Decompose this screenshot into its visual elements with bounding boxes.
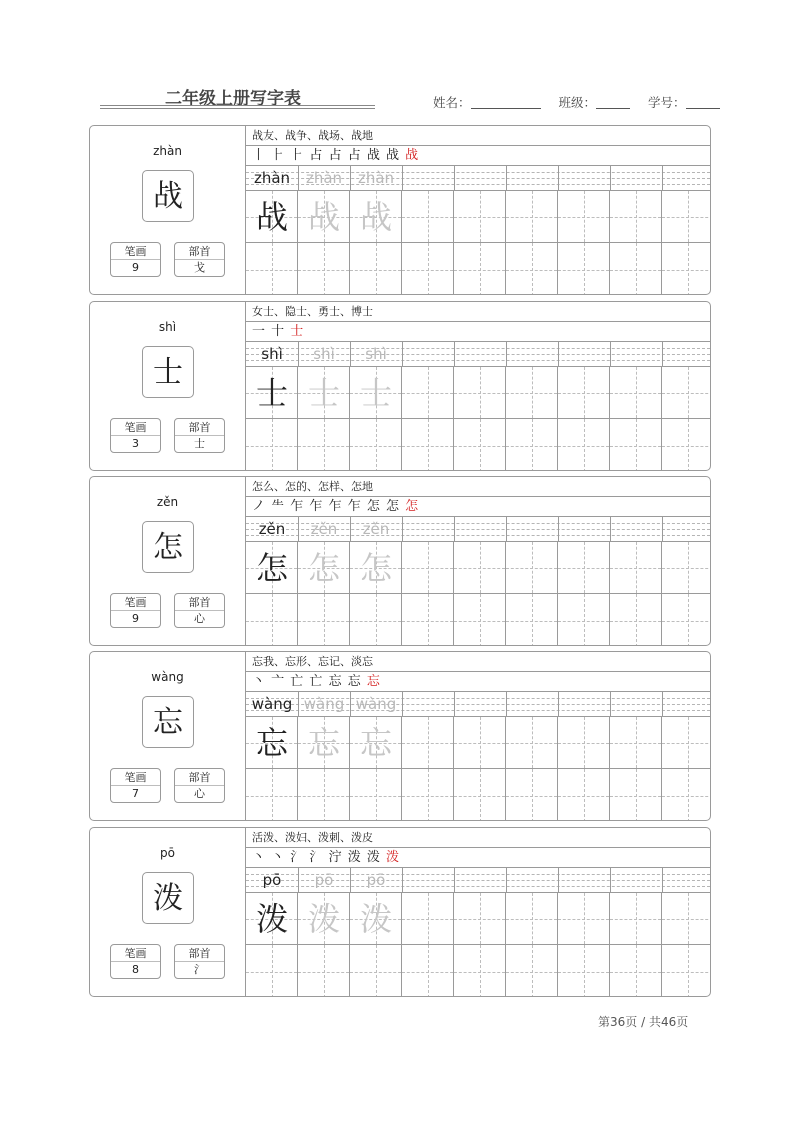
practice-cell[interactable] bbox=[610, 542, 662, 593]
tianzige-row bbox=[246, 367, 710, 419]
practice-cell-empty[interactable] bbox=[298, 594, 350, 646]
example-words: 活泼、泼妇、泼刺、泼皮 bbox=[246, 828, 710, 848]
practice-cell[interactable] bbox=[454, 717, 506, 768]
practice-cell[interactable] bbox=[662, 717, 711, 768]
practice-cell[interactable] bbox=[610, 367, 662, 418]
practice-cell[interactable] bbox=[558, 542, 610, 593]
stroke-order: 丶 丶 氵 氵 泞 泼 泼 泼 bbox=[246, 848, 710, 868]
example-words: 怎么、怎的、怎样、怎地 bbox=[246, 477, 710, 497]
radical-value: 心 bbox=[194, 612, 205, 625]
practice-cell[interactable] bbox=[558, 893, 610, 944]
practice-cell[interactable] bbox=[454, 893, 506, 944]
char-trace: 怎 bbox=[359, 549, 392, 587]
practice-cell-empty[interactable] bbox=[610, 243, 662, 295]
char-pinyin: pō bbox=[160, 846, 175, 860]
character-info-panel bbox=[90, 477, 246, 645]
tianzige-row-empty bbox=[246, 419, 710, 471]
character-block bbox=[89, 476, 711, 646]
pinyin-row bbox=[246, 868, 710, 893]
pinyin-model: zěn bbox=[258, 520, 286, 538]
char-pinyin: wàng bbox=[151, 670, 184, 684]
title-underline-2 bbox=[100, 108, 375, 109]
page-title: 二年级上册写字表 bbox=[165, 89, 301, 109]
stroke-count-value: 3 bbox=[132, 437, 139, 450]
char-display: 忘 bbox=[142, 696, 194, 748]
stroke-count-box bbox=[110, 593, 161, 628]
practice-cell-empty[interactable] bbox=[298, 419, 350, 471]
char-display: 战 bbox=[142, 170, 194, 222]
stroke-order: 一 十 士 bbox=[246, 322, 710, 342]
practice-cell[interactable] bbox=[402, 367, 454, 418]
pinyin-model: pō bbox=[262, 871, 282, 889]
character-block bbox=[89, 125, 711, 295]
practice-cell[interactable] bbox=[662, 893, 711, 944]
tianzige-row-empty bbox=[246, 945, 710, 997]
practice-cell-empty[interactable] bbox=[506, 945, 558, 997]
radical-value: 戈 bbox=[194, 261, 205, 274]
practice-cell-empty[interactable] bbox=[610, 945, 662, 997]
student-no-label: 学号： bbox=[648, 95, 686, 110]
practice-cell-empty[interactable] bbox=[246, 594, 298, 646]
character-info-panel bbox=[90, 828, 246, 996]
pinyin-model: shì bbox=[261, 345, 283, 363]
radical-box bbox=[174, 944, 225, 979]
example-words: 战友、战争、战场、战地 bbox=[246, 126, 710, 146]
name-label: 姓名： bbox=[433, 95, 471, 110]
practice-cell-empty[interactable] bbox=[558, 945, 610, 997]
practice-cell-empty[interactable] bbox=[506, 769, 558, 821]
practice-cell-empty[interactable] bbox=[402, 419, 454, 471]
practice-cell[interactable] bbox=[610, 893, 662, 944]
practice-cell-empty[interactable] bbox=[350, 945, 402, 997]
practice-cell[interactable] bbox=[454, 542, 506, 593]
char-trace: 泼 bbox=[307, 900, 340, 938]
practice-cell-empty[interactable] bbox=[610, 769, 662, 821]
stroke-count-box bbox=[110, 418, 161, 453]
radical-value: 氵 bbox=[194, 963, 205, 976]
radical-box bbox=[174, 593, 225, 628]
pinyin-row bbox=[246, 517, 710, 542]
char-pinyin: zhàn bbox=[153, 144, 182, 158]
tianzige-row bbox=[246, 542, 710, 594]
practice-cell[interactable] bbox=[454, 191, 506, 242]
page-number: 第36页 / 共46页 bbox=[598, 1015, 689, 1029]
stroke-order: 丶 亠 亡 亡 忘 忘 忘 bbox=[246, 672, 710, 692]
pinyin-trace: zěn bbox=[362, 520, 390, 538]
char-trace: 怎 bbox=[307, 549, 340, 587]
practice-cell-empty[interactable] bbox=[506, 419, 558, 471]
practice-cell[interactable] bbox=[506, 893, 558, 944]
practice-cell[interactable] bbox=[558, 367, 610, 418]
practice-cell-empty[interactable] bbox=[662, 243, 711, 295]
stroke-count-label: 笔画 bbox=[111, 769, 160, 786]
character-info-panel bbox=[90, 302, 246, 470]
stroke-count-box bbox=[110, 944, 161, 979]
practice-cell-empty[interactable] bbox=[402, 945, 454, 997]
radical-value: 士 bbox=[194, 437, 205, 450]
student-info-fields bbox=[433, 93, 720, 111]
example-words: 女士、隐士、勇士、博士 bbox=[246, 302, 710, 322]
practice-area bbox=[246, 652, 710, 820]
char-trace: 士 bbox=[359, 374, 392, 412]
stroke-order: ノ ⺧ 乍 乍 乍 乍 怎 怎 怎 bbox=[246, 497, 710, 517]
stroke-count-label: 笔画 bbox=[111, 243, 160, 260]
radical-label: 部首 bbox=[175, 419, 224, 436]
pinyin-trace: pō bbox=[314, 871, 334, 889]
tianzige-row bbox=[246, 717, 710, 769]
pinyin-trace: zhàn bbox=[357, 169, 395, 187]
tianzige-row-empty bbox=[246, 243, 710, 295]
tianzige-row bbox=[246, 893, 710, 945]
pinyin-trace: wàng bbox=[355, 695, 397, 713]
pinyin-row bbox=[246, 166, 710, 191]
practice-cell-empty[interactable] bbox=[246, 243, 298, 295]
practice-cell-empty[interactable] bbox=[662, 419, 711, 471]
pinyin-trace: shì bbox=[365, 345, 387, 363]
practice-cell[interactable] bbox=[506, 367, 558, 418]
char-model: 泼 bbox=[255, 900, 288, 938]
char-model: 战 bbox=[255, 198, 288, 236]
practice-cell[interactable] bbox=[558, 717, 610, 768]
char-pinyin: zěn bbox=[156, 495, 179, 509]
practice-area bbox=[246, 828, 710, 996]
practice-cell-empty[interactable] bbox=[454, 419, 506, 471]
character-block bbox=[89, 301, 711, 471]
practice-cell-empty[interactable] bbox=[506, 243, 558, 295]
practice-cell-empty[interactable] bbox=[662, 594, 711, 646]
practice-cell-empty[interactable] bbox=[558, 594, 610, 646]
radical-label: 部首 bbox=[175, 769, 224, 786]
practice-cell-empty[interactable] bbox=[350, 419, 402, 471]
practice-cell[interactable] bbox=[402, 191, 454, 242]
practice-cell[interactable] bbox=[506, 717, 558, 768]
stroke-count-box bbox=[110, 768, 161, 803]
practice-cell-empty[interactable] bbox=[246, 945, 298, 997]
student-no-field[interactable] bbox=[686, 96, 720, 109]
example-words: 忘我、忘形、忘记、淡忘 bbox=[246, 652, 710, 672]
practice-cell-empty[interactable] bbox=[506, 594, 558, 646]
stroke-count-label: 笔画 bbox=[111, 419, 160, 436]
tianzige-row-empty bbox=[246, 769, 710, 821]
radical-value: 心 bbox=[194, 787, 205, 800]
stroke-order: 丨 ⺊ ⺊ 占 占 占 战 战 战 bbox=[246, 146, 710, 166]
practice-cell-empty[interactable] bbox=[246, 769, 298, 821]
char-trace: 忘 bbox=[307, 724, 340, 762]
radical-label: 部首 bbox=[175, 594, 224, 611]
practice-cell-empty[interactable] bbox=[402, 243, 454, 295]
tianzige-row bbox=[246, 191, 710, 243]
pinyin-row bbox=[246, 692, 710, 717]
radical-label: 部首 bbox=[175, 243, 224, 260]
char-display: 泼 bbox=[142, 872, 194, 924]
char-model: 怎 bbox=[255, 549, 288, 587]
radical-box bbox=[174, 418, 225, 453]
char-trace: 士 bbox=[307, 374, 340, 412]
char-display: 怎 bbox=[142, 521, 194, 573]
practice-cell[interactable] bbox=[402, 542, 454, 593]
practice-cell-empty[interactable] bbox=[350, 594, 402, 646]
character-info-panel bbox=[90, 652, 246, 820]
practice-cell-empty[interactable] bbox=[350, 769, 402, 821]
practice-cell-empty[interactable] bbox=[402, 594, 454, 646]
pinyin-model: wàng bbox=[251, 695, 293, 713]
name-field[interactable] bbox=[471, 96, 541, 109]
practice-cell-empty[interactable] bbox=[298, 945, 350, 997]
practice-cell-empty[interactable] bbox=[402, 769, 454, 821]
practice-cell[interactable] bbox=[662, 367, 711, 418]
class-label: 班级： bbox=[558, 95, 597, 110]
stroke-count-label: 笔画 bbox=[111, 594, 160, 611]
practice-cell-empty[interactable] bbox=[662, 945, 711, 997]
class-field[interactable] bbox=[596, 96, 630, 109]
practice-cell[interactable] bbox=[454, 367, 506, 418]
pinyin-trace: pō bbox=[366, 871, 386, 889]
practice-cell[interactable] bbox=[662, 191, 711, 242]
pinyin-trace: zhàn bbox=[305, 169, 343, 187]
practice-cell[interactable] bbox=[610, 717, 662, 768]
practice-cell-empty[interactable] bbox=[246, 419, 298, 471]
char-trace: 战 bbox=[307, 198, 340, 236]
char-model: 士 bbox=[255, 374, 288, 412]
pinyin-row bbox=[246, 342, 710, 367]
practice-cell-empty[interactable] bbox=[298, 243, 350, 295]
stroke-count-box bbox=[110, 242, 161, 277]
practice-cell-empty[interactable] bbox=[350, 243, 402, 295]
title-underline bbox=[100, 105, 375, 106]
practice-cell-empty[interactable] bbox=[454, 769, 506, 821]
practice-cell[interactable] bbox=[662, 542, 711, 593]
char-trace: 泼 bbox=[359, 900, 392, 938]
char-model: 忘 bbox=[255, 724, 288, 762]
char-pinyin: shì bbox=[158, 320, 177, 334]
practice-cell-empty[interactable] bbox=[558, 419, 610, 471]
radical-label: 部首 bbox=[175, 945, 224, 962]
practice-cell-empty[interactable] bbox=[454, 243, 506, 295]
practice-cell[interactable] bbox=[506, 191, 558, 242]
practice-cell-empty[interactable] bbox=[610, 594, 662, 646]
practice-cell-empty[interactable] bbox=[298, 769, 350, 821]
pinyin-trace: zěn bbox=[310, 520, 338, 538]
practice-cell-empty[interactable] bbox=[558, 769, 610, 821]
stroke-count-label: 笔画 bbox=[111, 945, 160, 962]
practice-area bbox=[246, 302, 710, 470]
practice-cell-empty[interactable] bbox=[610, 419, 662, 471]
practice-cell[interactable] bbox=[610, 191, 662, 242]
stroke-count-value: 7 bbox=[132, 787, 139, 800]
char-trace: 忘 bbox=[359, 724, 392, 762]
stroke-count-value: 8 bbox=[132, 963, 139, 976]
practice-cell-empty[interactable] bbox=[454, 945, 506, 997]
stroke-count-value: 9 bbox=[132, 612, 139, 625]
char-display: 士 bbox=[142, 346, 194, 398]
character-info-panel bbox=[90, 126, 246, 294]
radical-box bbox=[174, 242, 225, 277]
practice-area bbox=[246, 126, 710, 294]
char-trace: 战 bbox=[359, 198, 392, 236]
pinyin-trace: shì bbox=[313, 345, 335, 363]
practice-area bbox=[246, 477, 710, 645]
stroke-count-value: 9 bbox=[132, 261, 139, 274]
practice-cell[interactable] bbox=[402, 893, 454, 944]
practice-cell[interactable] bbox=[402, 717, 454, 768]
radical-box bbox=[174, 768, 225, 803]
practice-cell-empty[interactable] bbox=[558, 243, 610, 295]
practice-cell-empty[interactable] bbox=[454, 594, 506, 646]
practice-cell-empty[interactable] bbox=[662, 769, 711, 821]
character-block bbox=[89, 827, 711, 997]
tianzige-row-empty bbox=[246, 594, 710, 646]
pinyin-model: zhàn bbox=[253, 169, 291, 187]
pinyin-trace: wàng bbox=[303, 695, 345, 713]
practice-cell[interactable] bbox=[506, 542, 558, 593]
practice-cell[interactable] bbox=[558, 191, 610, 242]
character-block bbox=[89, 651, 711, 821]
